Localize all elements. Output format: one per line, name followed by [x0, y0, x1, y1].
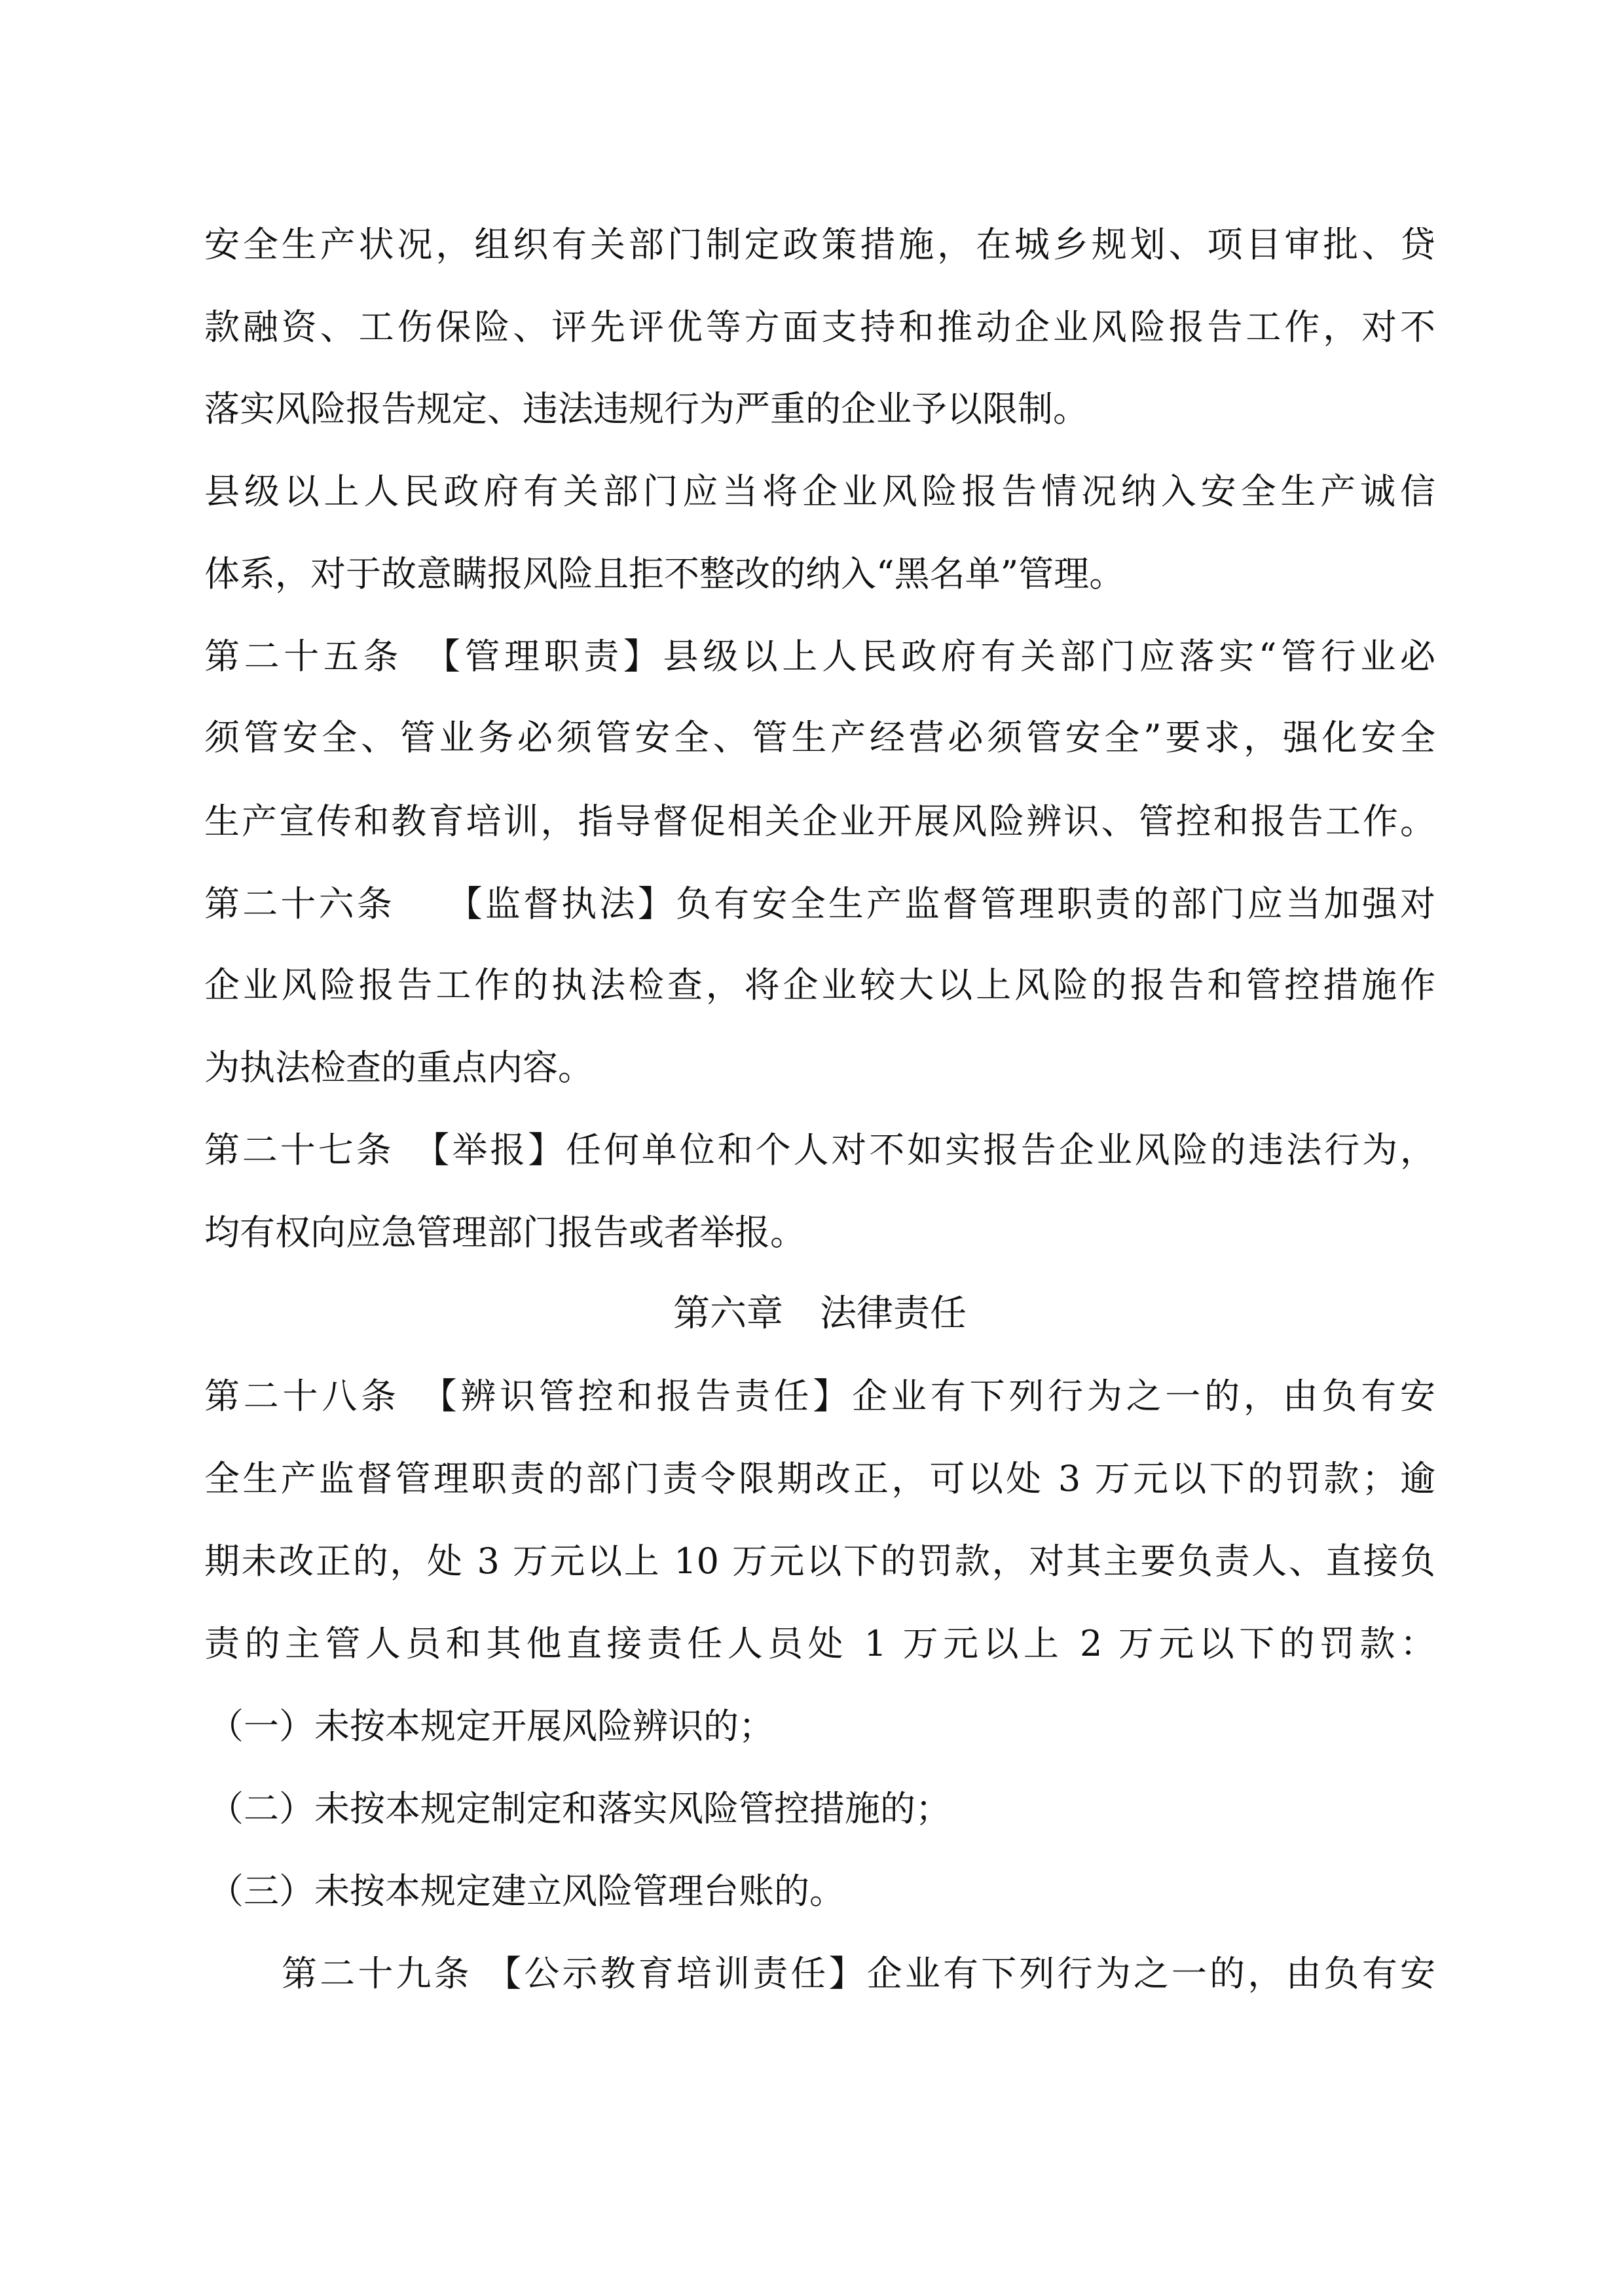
- list-item: （二）未按本规定制定和落实风险管控措施的；: [208, 1788, 951, 1829]
- text-line: 须管安全、管业务必须管安全、管生产经营必须管安全”要求，强化安全: [204, 717, 1435, 758]
- text-line: 款融资、工伤保险、评先评优等方面支持和推动企业风险报告工作，对不: [204, 306, 1435, 348]
- text-line: 责的主管人员和其他直接责任人员处 1 万元以上 2 万元以下的罚款：: [204, 1623, 1435, 1664]
- text-line: 均有权向应急管理部门报告或者举报。: [204, 1212, 805, 1253]
- text-line: 第二十六条 【监督执法】负有安全生产监督管理职责的部门应当加强对: [204, 883, 1435, 924]
- text-line: 企业风险报告工作的执法检查，将企业较大以上风险的报告和管控措施作: [204, 964, 1435, 1006]
- text-line: 安全生产状况，组织有关部门制定政策措施，在城乡规划、项目审批、贷: [204, 224, 1435, 265]
- text-line: 第二十九条 【公示教育培训责任】企业有下列行为之一的，由负有安: [282, 1953, 1435, 1994]
- text-line: 第二十七条 【举报】任何单位和个人对不如实报告企业风险的违法行为，: [204, 1129, 1435, 1171]
- text-line: 为执法检查的重点内容。: [204, 1047, 593, 1088]
- text-line: 落实风险报告规定、违法违规行为严重的企业予以限制。: [204, 388, 1088, 429]
- list-item: （三）未按本规定建立风险管理台账的。: [208, 1870, 845, 1912]
- text-line: 生产宣传和教育培训，指导督促相关企业开展风险辨识、管控和报告工作。: [204, 801, 1435, 842]
- text-line: 体系，对于故意瞒报风险且拒不整改的纳入“黑名单”管理。: [204, 553, 1125, 594]
- text-line: 第二十八条 【辨识管控和报告责任】企业有下列行为之一的，由负有安: [204, 1376, 1435, 1417]
- list-item: （一）未按本规定开展风险辨识的；: [208, 1705, 774, 1747]
- text-line: 全生产监督管理职责的部门责令限期改正，可以处 3 万元以下的罚款；逾: [204, 1458, 1435, 1499]
- text-line: 第二十五条 【管理职责】县级以上人民政府有关部门应落实“管行业必: [204, 636, 1435, 677]
- chapter-heading: 第六章 法律责任: [673, 1292, 967, 1335]
- text-line: 期未改正的，处 3 万元以上 10 万元以下的罚款，对其主要负责人、直接负: [204, 1540, 1435, 1582]
- text-line: 县级以上人民政府有关部门应当将企业风险报告情况纳入安全生产诚信: [204, 471, 1435, 512]
